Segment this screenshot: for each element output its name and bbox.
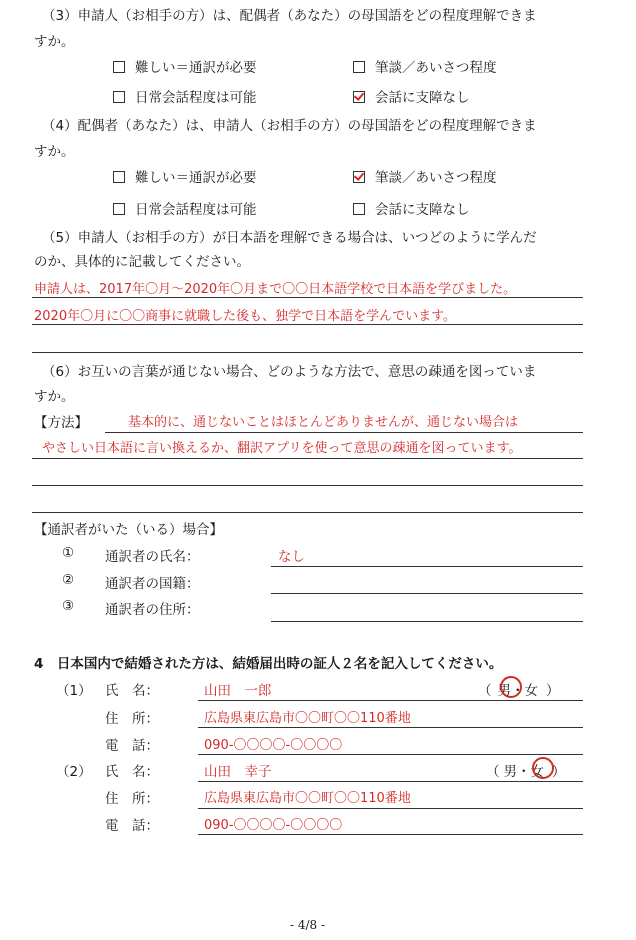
checkbox[interactable]: [113, 171, 125, 183]
checkbox[interactable]: [353, 203, 365, 215]
answer-rule: [32, 297, 583, 298]
method-label: 【方法】: [34, 415, 88, 431]
checkbox[interactable]: [353, 61, 365, 73]
interpreter-nationality-label: 通訳者の国籍：: [105, 576, 200, 592]
witness-index: （2）: [56, 764, 92, 780]
q3-question-line2: すか。: [34, 34, 75, 50]
q6-answer-line1[interactable]: 基本的に、通じないことはほとんどありませんが、通じない場合は: [128, 415, 519, 430]
checkbox[interactable]: [113, 61, 125, 73]
answer-rule: [32, 324, 583, 325]
q3-option-1[interactable]: 難しい＝通訳が必要: [113, 56, 257, 76]
interpreter-name-value[interactable]: なし: [278, 549, 305, 565]
gender-selector[interactable]: （ 男・女 ）: [486, 764, 566, 780]
witness-address-value[interactable]: 広島県東広島市〇〇町〇〇110番地: [204, 711, 411, 726]
q5-answer-line2[interactable]: 2020年〇月に〇〇商事に就職した後も、独学で日本語を学んでいます。: [34, 309, 457, 324]
gender-female[interactable]: 女: [530, 764, 544, 780]
answer-rule: [198, 808, 583, 809]
answer-rule: [271, 593, 583, 594]
witness-address-value[interactable]: 広島県東広島市〇〇町〇〇110番地: [204, 791, 411, 806]
answer-rule: [198, 781, 583, 782]
answer-rule: [198, 700, 583, 701]
witness-name-label: 氏 名：: [105, 683, 159, 699]
witness-name-value[interactable]: 山田 幸子: [204, 764, 272, 780]
interpreter-row-num: ①: [62, 545, 75, 561]
answer-rule: [198, 754, 583, 755]
gender-female[interactable]: 女: [524, 683, 538, 699]
answer-rule: [32, 458, 583, 459]
interpreter-address-label: 通訳者の住所：: [105, 602, 200, 618]
q3-option-4[interactable]: 会話に支障なし: [353, 86, 470, 106]
witness-phone-value[interactable]: 090-〇〇〇〇-〇〇〇〇: [204, 818, 343, 833]
witness-address-label: 住 所：: [105, 711, 159, 727]
checkbox-checked[interactable]: [353, 91, 365, 103]
witness-index: （1）: [56, 683, 92, 699]
witness-name-label: 氏 名：: [105, 764, 159, 780]
gender-male[interactable]: 男: [503, 764, 517, 780]
answer-rule: [105, 432, 583, 433]
witness-phone-label: 電 話：: [105, 818, 159, 834]
answer-rule: [32, 485, 583, 486]
q4-option-2[interactable]: 筆談／あいさつ程度: [353, 166, 497, 186]
answer-rule: [271, 621, 583, 622]
selected-gender-circle: [532, 757, 554, 779]
page-number: - 4/8 -: [290, 918, 326, 932]
q5-question-line1: （5）申請人（お相手の方）が日本語を理解できる場合は、いつどのように学んだ: [42, 230, 537, 246]
interpreter-name-label: 通訳者の氏名：: [105, 549, 200, 565]
checkbox-checked[interactable]: [353, 171, 365, 183]
q4-option-3[interactable]: 日常会話程度は可能: [113, 198, 257, 218]
answer-rule: [198, 834, 583, 835]
interpreter-heading: 【通訳者がいた（いる）場合】: [34, 522, 223, 538]
witness-address-label: 住 所：: [105, 791, 159, 807]
q4-option-1[interactable]: 難しい＝通訳が必要: [113, 166, 257, 186]
answer-rule: [32, 512, 583, 513]
q3-option-3[interactable]: 日常会話程度は可能: [113, 86, 257, 106]
q4-question-line1: （4）配偶者（あなた）は、申請人（お相手の方）の母国語をどの程度理解できま: [42, 118, 537, 134]
interpreter-row-num: ③: [62, 598, 75, 614]
q6-question-line2: すか。: [34, 389, 75, 405]
q5-answer-line1[interactable]: 申請人は、2017年〇月～2020年〇月まで〇〇日本語学校で日本語を学びました。: [34, 282, 517, 297]
selected-gender-circle: [497, 676, 522, 699]
q5-question-line2: のか、具体的に記載してください。: [34, 254, 250, 270]
checkbox[interactable]: [113, 203, 125, 215]
witness-phone-label: 電 話：: [105, 738, 159, 754]
answer-rule: [271, 566, 583, 567]
answer-rule: [198, 727, 583, 728]
q6-answer-line2[interactable]: やさしい日本語に言い換えるか、翻訳アプリを使って意思の疎通を図っています。: [42, 441, 522, 456]
answer-rule: [32, 352, 583, 353]
gender-selector[interactable]: （ 男・女 ）: [478, 683, 560, 699]
interpreter-row-num: ②: [62, 572, 75, 588]
checkbox[interactable]: [113, 91, 125, 103]
q4-option-4[interactable]: 会話に支障なし: [353, 198, 470, 218]
q4-question-line2: すか。: [34, 144, 75, 160]
section4-title: 4 日本国内で結婚された方は、結婚届出時の証人２名を記入してください。: [34, 656, 503, 672]
q3-question-line1: （3）申請人（お相手の方）は、配偶者（あなた）の母国語をどの程度理解できま: [42, 8, 537, 24]
witness-name-value[interactable]: 山田 一郎: [204, 683, 272, 699]
q3-option-2[interactable]: 筆談／あいさつ程度: [353, 56, 497, 76]
witness-phone-value[interactable]: 090-〇〇〇〇-〇〇〇〇: [204, 738, 343, 753]
gender-male[interactable]: 男: [497, 683, 511, 699]
q6-question-line1: （6）お互いの言葉が通じない場合、どのような方法で、意思の疎通を図っていま: [42, 364, 537, 380]
